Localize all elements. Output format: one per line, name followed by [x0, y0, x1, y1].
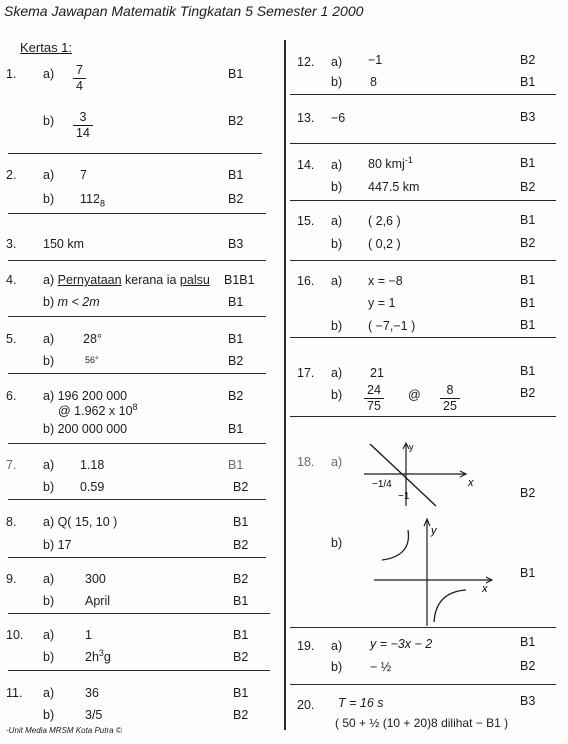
q20-working: ( 50 + ½ (10 + 20)8 dilihat − B1 ): [335, 716, 509, 730]
q11a-label: a): [43, 686, 55, 700]
q19b-mark: B2: [520, 659, 536, 673]
q9-number: 9.: [6, 572, 17, 586]
q15a-mark: B1: [520, 213, 536, 227]
q1b-fraction: [73, 110, 93, 141]
q7b-label: b): [43, 480, 55, 494]
q15b-label: b): [331, 237, 343, 251]
q12b-mark: B1: [520, 75, 536, 89]
q6b-mark: B1: [228, 422, 244, 436]
paper-heading: Kertas 1:: [20, 40, 73, 55]
q10-number: 10.: [6, 628, 24, 642]
q3-mark: B3: [228, 237, 244, 251]
q1b-denominator: 14: [76, 126, 90, 140]
q18b-curve-right: [434, 590, 466, 622]
q5b-label: b): [43, 354, 55, 368]
q16b-mark: B1: [520, 318, 536, 332]
q20-answer: T = 16 s: [338, 696, 384, 710]
q9b-label: b): [43, 594, 55, 608]
q2b-answer: [80, 192, 105, 209]
q18a-x-label: x: [468, 477, 474, 489]
q4a-label: a): [43, 273, 55, 287]
divider: [290, 416, 556, 417]
q18a-graph: [360, 440, 480, 510]
q6a-alternative: [58, 402, 138, 418]
q1-number: 1.: [6, 67, 17, 81]
divider: [290, 143, 556, 144]
q1b-mark: B2: [228, 114, 244, 128]
q11a-mark: B1: [233, 686, 249, 700]
q5-number: 5.: [6, 332, 17, 346]
q17a-label: a): [331, 366, 343, 380]
q15-number: 15.: [297, 214, 315, 228]
q10a-label: a): [43, 628, 55, 642]
q7a-mark: B1: [228, 458, 244, 472]
divider: [8, 260, 266, 261]
q11b-label: b): [43, 708, 55, 722]
q16a-y-mark: B1: [520, 296, 536, 310]
divider: [8, 443, 266, 444]
q10b-suffix: g: [103, 650, 111, 665]
q17b-f1-denominator: 75: [367, 399, 381, 413]
q16a-label: a): [331, 274, 343, 288]
q12a-mark: B2: [520, 53, 536, 67]
q17a-answer: 21: [370, 366, 384, 380]
column-divider: [284, 40, 286, 730]
q18a-x-intercept: −1/4: [372, 479, 392, 490]
q19a-label: a): [331, 639, 343, 653]
q12a-label: a): [331, 55, 343, 69]
q11-number: 11.: [6, 686, 23, 700]
divider: [290, 260, 556, 261]
q17b-fraction-2: [440, 383, 460, 414]
q5a-answer: 28°: [83, 332, 102, 346]
q4a-word-palsu: palsu: [179, 273, 210, 287]
q17b-mark: B2: [520, 386, 536, 400]
q14a-answer: [368, 155, 413, 171]
q10b-base: 2h: [85, 650, 99, 665]
q8a-answer: a) Q( 15, 10 ): [43, 515, 118, 529]
q7a-label: a): [43, 458, 55, 472]
q18-number: 18.: [297, 455, 315, 469]
q12b-answer: 8: [370, 75, 377, 89]
q2-number: 2.: [6, 168, 17, 182]
divider: [8, 316, 266, 317]
q18b-y-label: y: [431, 525, 437, 537]
divider: [290, 684, 556, 685]
q1a-fraction: [73, 63, 86, 94]
q1b-numerator: 3: [73, 110, 93, 126]
q4a-answer: [43, 273, 210, 287]
divider: [290, 200, 556, 201]
q9a-answer: 300: [85, 572, 106, 586]
q15b-mark: B2: [520, 236, 536, 250]
q20-mark: B3: [520, 694, 536, 708]
q9a-label: a): [43, 572, 55, 586]
q4b-label: b): [43, 295, 55, 309]
q6a-alt-value: @ 1.962 x 10: [58, 404, 133, 419]
q7-number: 7.: [6, 458, 17, 472]
q6b-answer: b) 200 000 000: [43, 422, 128, 436]
q10a-mark: B1: [233, 628, 249, 642]
q16a-x-answer: x = −8: [368, 274, 403, 288]
q5b-answer: 56°: [85, 355, 99, 365]
q17b-f2-denominator: 25: [443, 399, 457, 413]
q5b-mark: B2: [228, 354, 244, 368]
divider: [8, 153, 262, 154]
q16b-answer: ( −7,−1 ): [368, 319, 416, 333]
divider: [290, 94, 556, 95]
q14a-label: a): [331, 158, 343, 172]
divider: [8, 670, 270, 671]
q19b-label: b): [331, 660, 343, 674]
q9b-answer: April: [85, 594, 111, 608]
q8-number: 8.: [6, 515, 17, 529]
q8a-mark: B1: [233, 515, 249, 529]
q5a-label: a): [43, 332, 55, 346]
q14-number: 14.: [297, 158, 315, 172]
q4b-mark: B1: [228, 295, 244, 309]
q8b-answer: b) 17: [43, 538, 72, 552]
q15b-answer: ( 0,2 ): [368, 237, 401, 251]
q12b-label: b): [331, 75, 343, 89]
q7a-answer: 1.18: [80, 458, 105, 472]
footer-credit: -Unit Media MRSM Kota Putra ©: [6, 726, 122, 735]
q8b-mark: B2: [233, 538, 249, 552]
divider: [8, 557, 266, 558]
q16b-label: b): [331, 319, 343, 333]
q18a-y-intercept: −1: [398, 491, 410, 502]
q18b-curve-left: [382, 530, 408, 560]
q2a-answer: 7: [80, 168, 87, 182]
divider: [8, 213, 266, 214]
q2b-base: 8: [99, 198, 105, 209]
page-title: Skema Jawapan Matematik Tingkatan 5 Semester 1 2000: [4, 3, 364, 19]
divider: [8, 613, 270, 614]
q18a-y-label: y: [409, 442, 414, 452]
q18b-graph: [370, 516, 500, 628]
q11a-answer: 36: [85, 686, 99, 700]
q17a-mark: B1: [520, 364, 536, 378]
q10b-answer: [85, 648, 111, 664]
q17-number: 17.: [297, 366, 315, 380]
divider: [8, 499, 266, 500]
q7b-mark: B2: [233, 480, 249, 494]
q18a-mark: B2: [520, 486, 536, 500]
q4a-word-pernyataan: Pernyataan: [57, 273, 122, 287]
q4b-value: m < 2m: [57, 295, 100, 309]
q4a-connective: kerana ia: [121, 273, 180, 287]
q2a-label: a): [43, 168, 55, 182]
q7b-answer: 0.59: [80, 480, 105, 494]
q18b-label: b): [331, 536, 343, 550]
q14a-mark: B1: [520, 156, 536, 170]
q18b-mark: B1: [520, 566, 536, 580]
q20-number: 20.: [297, 698, 315, 712]
q13-mark: B3: [520, 110, 536, 124]
q10b-mark: B2: [233, 650, 249, 664]
q1a-numerator: 7: [73, 63, 86, 79]
q19a-answer: y = −3x − 2: [370, 637, 433, 651]
q12a-answer: −1: [368, 53, 383, 67]
q13-number: 13.: [297, 111, 315, 125]
q13-answer: −6: [331, 111, 346, 125]
q11b-answer: 3/5: [85, 708, 103, 722]
q14a-exponent: -1: [404, 155, 413, 165]
q16-number: 16.: [297, 274, 315, 288]
q9b-mark: B1: [233, 594, 249, 608]
q2b-mark: B2: [228, 192, 244, 206]
q3-answer: 150 km: [43, 237, 84, 251]
q6a-answer: a) 196 200 000: [43, 389, 128, 403]
q15a-answer: ( 2,6 ): [368, 214, 401, 228]
q19-number: 19.: [297, 639, 315, 653]
q14b-label: b): [331, 180, 343, 194]
q1a-label: a): [43, 67, 55, 81]
divider: [290, 627, 556, 628]
q2b-value: 112: [80, 192, 100, 206]
q16a-x-mark: B1: [520, 273, 536, 287]
q6a-mark: B2: [228, 389, 244, 403]
q11b-mark: B2: [233, 708, 249, 722]
q19a-mark: B1: [520, 635, 536, 649]
q14a-value: 80 kmj: [368, 157, 405, 172]
q18a-label: a): [331, 455, 343, 469]
q17b-f2-numerator: 8: [440, 383, 460, 399]
divider: [8, 373, 266, 374]
q4b-answer: [43, 295, 100, 309]
divider: [290, 337, 556, 338]
q14b-mark: B2: [520, 180, 536, 194]
q17b-f1-numerator: 24: [364, 383, 384, 399]
q6-number: 6.: [6, 389, 17, 403]
q17b-or: @: [408, 388, 421, 402]
q18b-x-label: x: [482, 583, 488, 595]
q10b-exponent: 3: [98, 648, 104, 658]
q2b-label: b): [43, 192, 55, 206]
q1b-label: b): [43, 114, 55, 128]
q17b-fraction-1: [364, 383, 384, 414]
q10a-answer: 1: [85, 628, 92, 642]
q16a-y-answer: y = 1: [368, 296, 396, 310]
q4-number: 4.: [6, 273, 17, 287]
q1a-mark: B1: [228, 67, 244, 81]
q1a-denominator: 4: [76, 79, 83, 93]
q9a-mark: B2: [233, 572, 249, 586]
q3-number: 3.: [6, 237, 17, 251]
q12-number: 12.: [297, 55, 315, 69]
q10b-label: b): [43, 650, 55, 664]
q17b-label: b): [331, 388, 343, 402]
q6a-exponent: 8: [132, 402, 138, 412]
q5a-mark: B1: [228, 332, 244, 346]
q14b-answer: 447.5 km: [368, 180, 420, 194]
q4a-mark: B1B1: [224, 273, 255, 287]
q2a-mark: B1: [228, 168, 244, 182]
q19b-answer: − ½: [370, 660, 392, 674]
q15a-label: a): [331, 214, 343, 228]
